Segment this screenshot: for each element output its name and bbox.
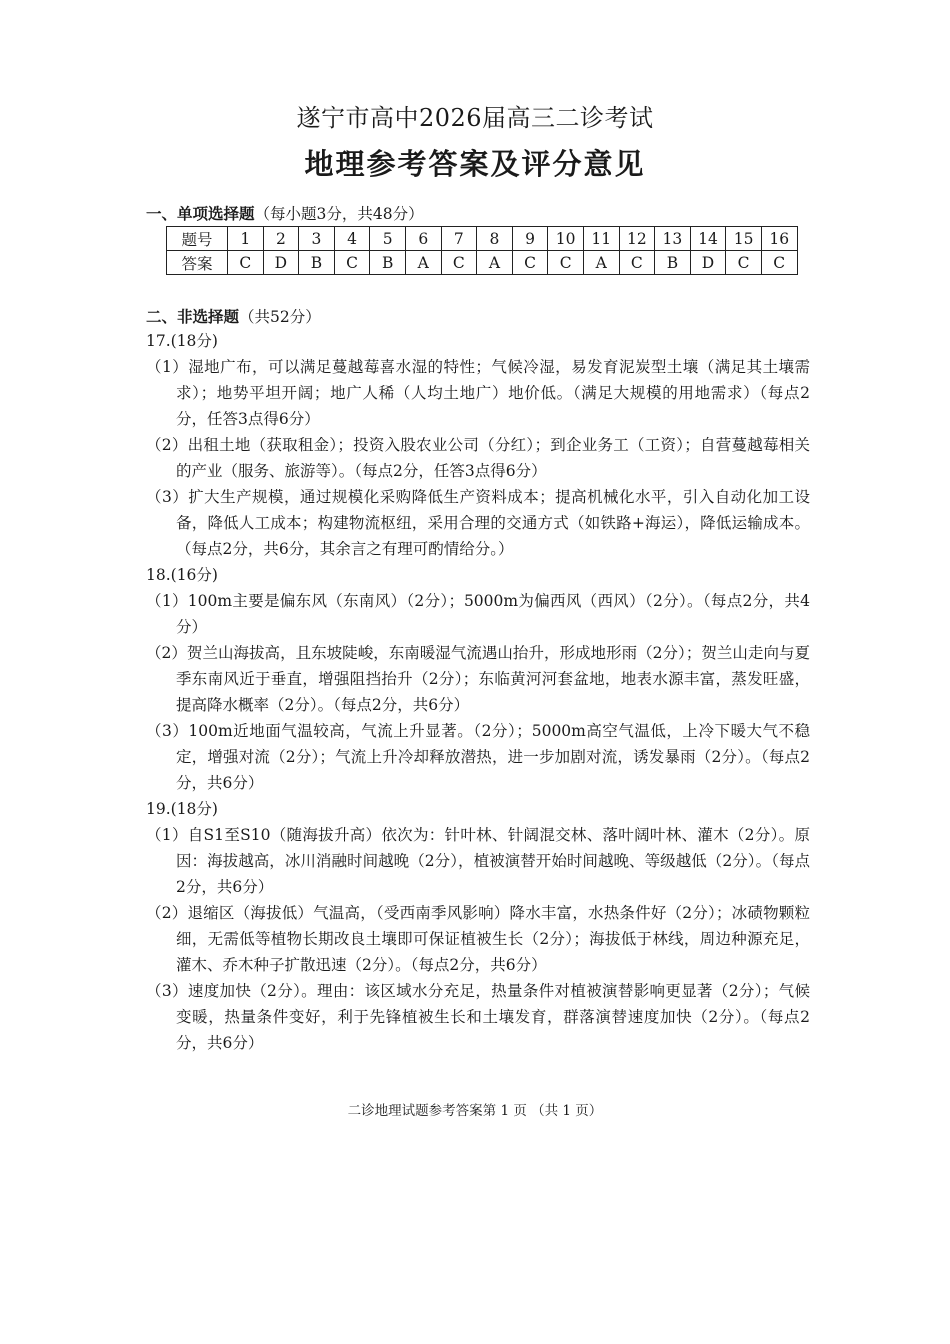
answer-cell: C — [334, 251, 370, 275]
document-title: 遂宁市高中2026届高三二诊考试 — [296, 104, 654, 132]
answer-cell: A — [477, 251, 513, 275]
answer-cell: C — [761, 251, 797, 275]
question-19-part-2: （2）退缩区（海拔低）气温高，（受西南季风影响）降水丰富，水热条件好（2分）；冰碛物颗粒细，无需低等植物长期改良土壤即可保证植被生长（2分）；海拔低于林线，周边种源充足，灌木、乔木种子扩散迅速（2分）。（每点2分，共6分） — [146, 904, 810, 974]
question-number: 9 — [512, 227, 548, 251]
question-number: 13 — [655, 227, 691, 251]
section1-label: 一、单项选择题 — [146, 204, 255, 223]
question-17-part-1: （1）湿地广布，可以满足蔓越莓喜水湿的特性；气候冷湿，易发育泥炭型土壤（满足其土壤需求）；地势平坦开阔；地广人稀（人均土地广）地价低。（满足大规模的用地需求）（每点2分，任答3点得6分） — [146, 358, 810, 428]
answer-table-row2-header: 答案 — [167, 251, 228, 275]
answer-cell: C — [548, 251, 584, 275]
answer-table-row1-header: 题号 — [167, 227, 228, 251]
answer-cell: A — [583, 251, 619, 275]
question-19-part-1: （1）自S1至S10（随海拔升高）依次为：针叶林、针阔混交林、落叶阔叶林、灌木（2分）。原因：海拔越高，冰川消融时间越晚（2分），植被演替开始时间越晚、等级越低（2分）。（每点2分，共6分） — [146, 826, 810, 896]
question-number: 7 — [441, 227, 477, 251]
question-18-part-2: （2）贺兰山海拔高，且东坡陡峻，东南暖湿气流遇山抬升，形成地形雨（2分）；贺兰山走向与夏季东南风近于垂直，增强阻挡抬升（2分）；东临黄河河套盆地，地表水源丰富，蒸发旺盛，提高降水概率（2分）。（每点2分，共6分） — [146, 644, 810, 714]
page-footer: 二诊地理试题参考答案第 1 页 （共 1 页） — [347, 1103, 603, 1119]
question-number: 6 — [405, 227, 441, 251]
answer-cell: A — [405, 251, 441, 275]
question-number: 8 — [477, 227, 513, 251]
answer-body — [146, 328, 810, 1056]
answer-cell: D — [690, 251, 726, 275]
answer-cell: C — [512, 251, 548, 275]
question-number: 3 — [299, 227, 335, 251]
question-18-part-3: （3）100m近地面气温较高，气流上升显著。（2分）；5000m高空气温低，上冷下暖大气不稳定，增强对流（2分）；气流上升冷却释放潜热，进一步加剧对流，诱发暴雨（2分）。（每点2分，共6分） — [146, 722, 810, 792]
answer-cell: C — [228, 251, 264, 275]
question-17-part-3: （3）扩大生产规模，通过规模化采购降低生产资料成本；提高机械化水平，引入自动化加工设备，降低人工成本；构建物流枢纽，采用合理的交通方式（如铁路+海运），降低运输成本。（每点2分，共6分，其余言之有理可酌情给分。） — [146, 488, 810, 558]
section2-note: （共52分） — [239, 308, 321, 326]
question-number: 10 — [548, 227, 584, 251]
question-19-part-3: （3）速度加快（2分）。理由：该区域水分充足，热量条件对植被演替影响更显著（2分）；气候变暖，热量条件变好，利于先锋植被生长和土壤发育，群落演替速度加快（2分）。（每点2分，共6分） — [146, 982, 810, 1052]
document-subtitle: 地理参考答案及评分意见 — [304, 147, 646, 181]
section2-heading — [146, 305, 321, 327]
answer-cell: C — [726, 251, 762, 275]
answer-table-number-row — [167, 227, 798, 251]
answer-table-answer-row — [167, 251, 798, 275]
question-19-heading: 19.(18分) — [146, 800, 218, 818]
answer-cell: C — [441, 251, 477, 275]
answer-cell: D — [263, 251, 299, 275]
question-18-heading: 18.(16分) — [146, 566, 218, 584]
answer-cell: B — [655, 251, 691, 275]
section2-label: 二、非选择题 — [146, 307, 240, 326]
question-17-part-2: （2）出租土地（获取租金）；投资入股农业公司（分红）；到企业务工（工资）；自营蔓越莓相关的产业（服务、旅游等）。（每点2分，任答3点得6分） — [146, 436, 810, 480]
question-number: 14 — [690, 227, 726, 251]
answer-cell: B — [299, 251, 335, 275]
answer-cell: C — [619, 251, 655, 275]
question-number: 11 — [583, 227, 619, 251]
question-number: 1 — [228, 227, 264, 251]
question-17-heading: 17.(18分) — [146, 332, 218, 350]
section1-heading — [146, 202, 424, 224]
answer-table — [166, 226, 798, 275]
answer-cell: B — [370, 251, 406, 275]
question-number: 2 — [263, 227, 299, 251]
question-number: 16 — [761, 227, 797, 251]
question-number: 12 — [619, 227, 655, 251]
question-number: 4 — [334, 227, 370, 251]
question-number: 15 — [726, 227, 762, 251]
question-number: 5 — [370, 227, 406, 251]
section1-note: （每小题3分，共48分） — [254, 205, 424, 223]
question-18-part-1: （1）100m主要是偏东风（东南风）（2分）；5000m为偏西风（西风）（2分）。（每点2分，共4分） — [146, 592, 810, 636]
